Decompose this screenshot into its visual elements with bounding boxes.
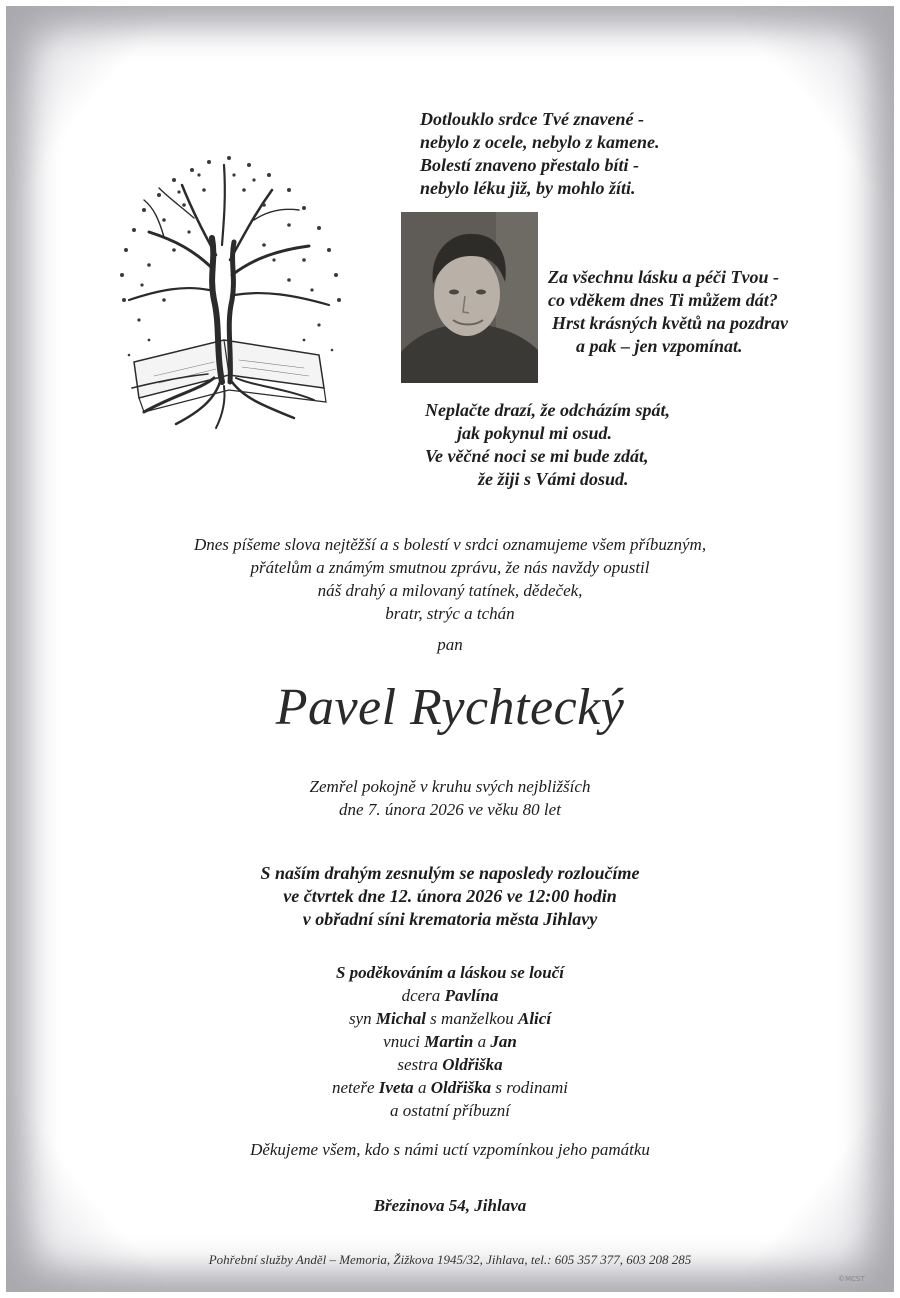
relation: sestra — [397, 1055, 443, 1074]
watermark: ©MCST — [838, 1275, 865, 1283]
relation: syn — [348, 1009, 376, 1028]
verse-line: jak pokynul mi osud. — [457, 423, 613, 443]
funeral-line: ve čtvrtek dne 12. února 2026 ve 12:00 hodin — [283, 886, 617, 906]
verse-line: Dotlouklo srdce Tvé znavené - — [420, 109, 644, 129]
family-line-nieces — [0, 1076, 900, 1099]
relative-name: Alicí — [518, 1009, 552, 1028]
intro-line: bratr, strýc a tchán — [385, 604, 515, 623]
verse-2 — [548, 266, 848, 358]
verse-line: Ve věčné noci se mi bude zdát, — [425, 446, 649, 466]
death-line: dne 7. února 2026 ve věku 80 let — [339, 800, 561, 819]
relative-name: Pavlína — [444, 986, 499, 1005]
relation: vnuci — [383, 1032, 425, 1051]
announcement-intro — [0, 533, 900, 625]
thanks-line: Děkujeme všem, kdo s námi uctí vzpomínkou jeho památku — [250, 1140, 650, 1159]
family-line-sister — [0, 1053, 900, 1076]
family-line-son — [0, 1007, 900, 1030]
intro-line: Dnes píšeme slova nejtěžší a s bolestí v srdci oznamujeme všem příbuzným, — [193, 535, 707, 554]
relative-name: Jan — [490, 1032, 517, 1051]
address: Březinova 54, Jihlava — [373, 1196, 527, 1215]
intro-line: přátelům a známým smutnou zprávu, že nás navždy opustil — [250, 558, 650, 577]
relation: dcera — [401, 986, 445, 1005]
relation: a — [473, 1032, 491, 1051]
verse-line: Za všechnu lásku a péči Tvou - — [548, 267, 779, 287]
relation: a — [413, 1078, 431, 1097]
title-pan: pan — [437, 635, 463, 654]
verse-line: a pak – jen vzpomínat. — [576, 336, 743, 356]
verse-line: co vděkem dnes Ti můžem dát? — [548, 290, 778, 310]
verse-line: Neplačte drazí, že odcházím spát, — [425, 400, 670, 420]
verse-3 — [425, 399, 725, 491]
verse-line: Bolestí znaveno přestalo bíti - — [420, 155, 640, 175]
funeral-line: v obřadní síni krematoria města Jihlavy — [302, 909, 598, 929]
family-list — [0, 961, 900, 1122]
portrait-figure — [401, 212, 538, 383]
verse-line: nebylo léku již, by mohlo žíti. — [420, 178, 636, 198]
family-line-daughter — [0, 984, 900, 1007]
relative-name: Oldřiška — [442, 1055, 503, 1074]
portrait-photo — [401, 212, 538, 383]
relation: s rodinami — [491, 1078, 568, 1097]
deceased-name: Pavel Rychtecký — [275, 679, 625, 736]
relative-name: Iveta — [378, 1078, 414, 1097]
relation: s manželkou — [425, 1009, 518, 1028]
relative-name: Michal — [375, 1009, 426, 1028]
death-info — [0, 775, 900, 821]
relation: neteře — [332, 1078, 379, 1097]
death-line: Zemřel pokojně v kruhu svých nejbližších — [309, 777, 591, 796]
verse-line: nebylo z ocele, nebylo z kamene. — [420, 132, 660, 152]
family-line-grandsons — [0, 1030, 900, 1053]
relative-name: Martin — [424, 1032, 474, 1051]
funeral-service-footer: Pohřební služby Anděl – Memoria, Žižkova 1945/32, Jihlava, tel.: 605 357 377, 603 208 285 — [208, 1252, 692, 1267]
relative-name: Oldřiška — [430, 1078, 492, 1097]
intro-line: náš drahý a milovaný tatínek, dědeček, — [317, 581, 583, 600]
funeral-line: S naším drahým zesnulým se naposledy rozloučíme — [260, 863, 640, 883]
family-heading: S poděkováním a láskou se loučí — [335, 963, 565, 982]
family-line-others: a ostatní příbuzní — [390, 1101, 510, 1120]
funeral-info — [0, 862, 900, 931]
verse-line: Hrst krásných květů na pozdrav — [552, 313, 789, 333]
verse-line: že žiji s Vámi dosud. — [478, 469, 629, 489]
verse-1 — [420, 108, 720, 200]
tree-on-book-illustration — [104, 150, 354, 432]
